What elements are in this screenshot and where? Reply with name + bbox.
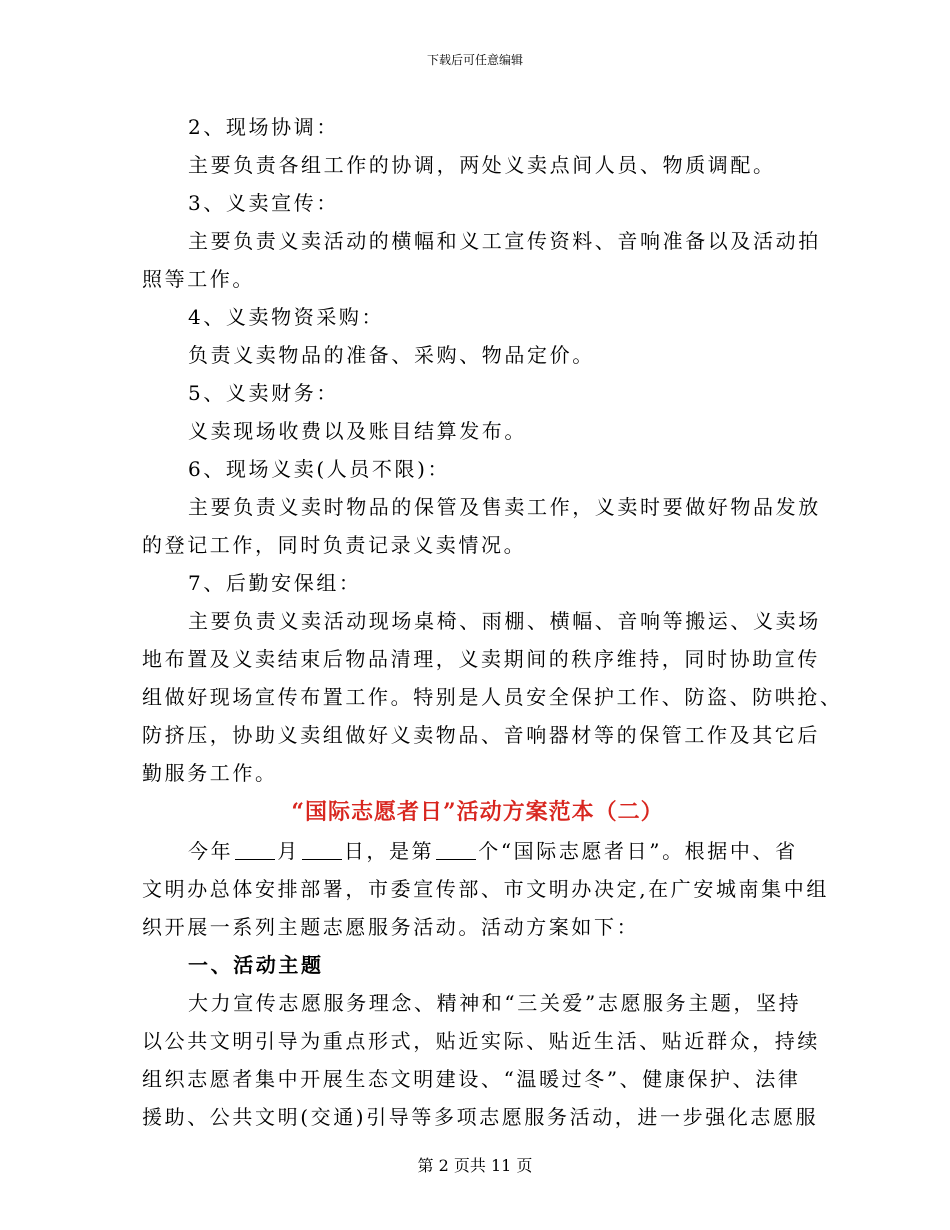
- paragraph-line: 主要负责义卖活动的横幅和义工宣传资料、音响准备以及活动拍: [188, 229, 821, 253]
- paragraph-line: 主要负责义卖活动现场桌椅、雨棚、横幅、音响等搬运、义卖场: [188, 609, 821, 633]
- paragraph-line: 的登记工作，同时负责记录义卖情况。: [142, 533, 527, 557]
- paragraph-line: 以公共文明引导为重点形式，贴近实际、贴近生活、贴近群众，持续: [142, 1029, 820, 1053]
- paragraph-line: 主要负责义卖时物品的保管及售卖工作，义卖时要做好物品发放: [188, 495, 821, 519]
- item-heading-4: 4、义卖物资采购：: [188, 305, 385, 329]
- item-heading-5: 5、义卖财务：: [188, 381, 339, 405]
- fill-in-blank-year: [235, 839, 275, 860]
- page-footer: 第 2 页共 11 页: [417, 1156, 533, 1175]
- intro-text: 月: [277, 839, 300, 863]
- item-heading-6: 6、现场义卖(人员不限)：: [188, 457, 451, 481]
- paragraph-line: 组织志愿者集中开展生态文明建设、“温暖过冬”、健康保护、法律: [142, 1067, 801, 1091]
- intro-text: 个“国际志愿者日”。根据中、省: [478, 839, 798, 863]
- intro-text: 日，是第: [343, 839, 435, 863]
- item-heading-2: 2、现场协调：: [188, 115, 339, 139]
- paragraph-line: 援助、公共文明(交通)引导等多项志愿服务活动，进一步强化志愿服: [142, 1105, 819, 1129]
- document-body: [142, 108, 843, 1136]
- page-header: 下载后可任意编辑: [426, 53, 523, 67]
- intro-line-with-blanks: [142, 832, 807, 870]
- section-title: “国际志愿者日”活动方案范本（二）: [291, 799, 664, 825]
- section-heading-theme: 一、活动主题: [188, 953, 324, 977]
- paragraph-line: 照等工作。: [142, 267, 255, 291]
- paragraph-line: 主要负责各组工作的协调，两处义卖点间人员、物质调配。: [188, 153, 776, 177]
- paragraph-line: 组做好现场宣传布置工作。特别是人员安全保护工作、防盗、防哄抢、: [142, 685, 843, 709]
- item-heading-3: 3、义卖宣传：: [188, 191, 339, 215]
- item-heading-7: 7、后勤安保组：: [188, 571, 362, 595]
- paragraph-line: 织开展一系列主题志愿服务活动。活动方案如下：: [142, 915, 640, 939]
- fill-in-blank-count: [436, 839, 476, 860]
- paragraph-line: 勤服务工作。: [142, 761, 278, 785]
- paragraph-line: 地布置及义卖结束后物品清理，义卖期间的秩序维持，同时协助宣传: [142, 647, 820, 671]
- intro-text: 今年: [188, 839, 234, 863]
- paragraph-line: 负责义卖物品的准备、采购、物品定价。: [188, 343, 595, 367]
- paragraph-line: 大力宣传志愿服务理念、精神和“三关爱”志愿服务主题，坚持: [188, 991, 802, 1015]
- paragraph-line: 文明办总体安排部署，市委宣传部、市文明办决定,在广安城南集中组: [142, 877, 829, 901]
- fill-in-blank-month: [302, 839, 342, 860]
- paragraph-line: 义卖现场收费以及账目结算发布。: [188, 419, 527, 443]
- paragraph-line: 防挤压，协助义卖组做好义卖物品、音响器材等的保管工作及其它后: [142, 723, 820, 747]
